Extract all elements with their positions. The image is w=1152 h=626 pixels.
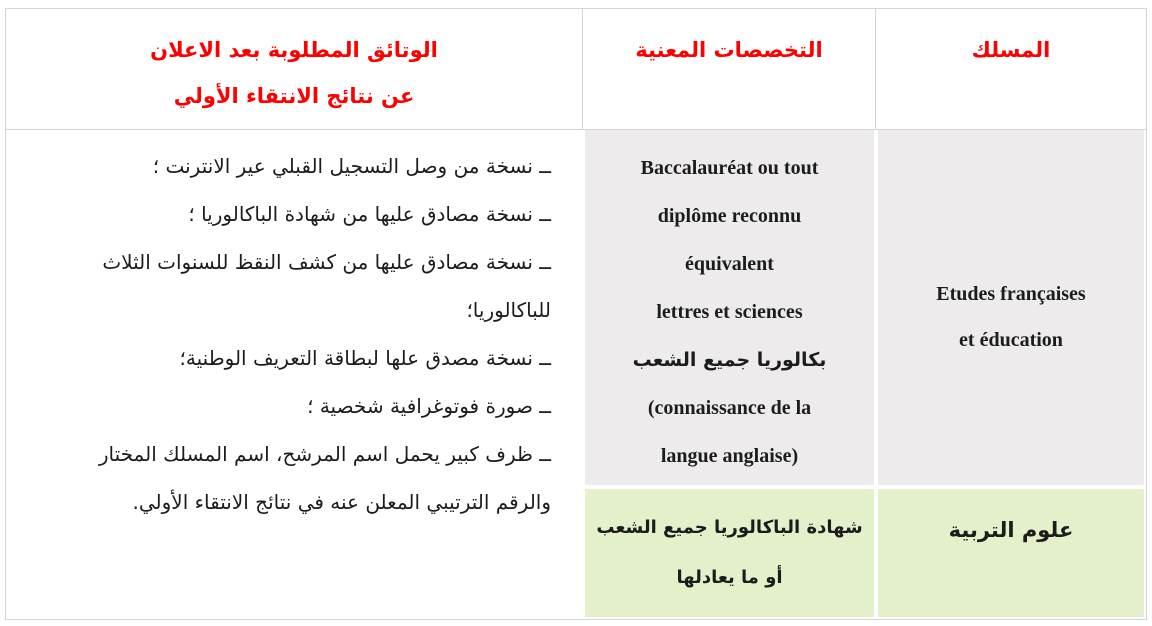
document-item-continuation: والرقم الترتيبي المعلن عنه في نتائج الانتقاء الأولي. — [132, 490, 551, 514]
track-name-line: Etudes françaises — [936, 282, 1086, 305]
document-item-continuation: للباكالوريا؛ — [466, 298, 551, 322]
document-item: ــ نسخة مصادق عليها من شهادة الباكالوريا ؛ — [188, 202, 551, 226]
spec-line: diplôme reconnu — [657, 205, 802, 227]
spec-line: Baccalauréat ou tout — [640, 157, 819, 179]
track-name-line: علوم التربية — [948, 518, 1074, 542]
header-documents-line1: الوتائق المطلوبة بعد الاعلان — [150, 38, 438, 62]
header-documents-column — [6, 9, 583, 130]
specializations-cell-row1 — [583, 130, 876, 489]
track-cell-row2 — [876, 489, 1146, 619]
specializations-row2-content — [585, 489, 874, 617]
document-item: ــ نسخة مصدق علها لبطاقة التعريف الوطنية؛ — [179, 346, 551, 370]
header-track-column — [876, 9, 1146, 130]
specializations-cell-row2 — [583, 489, 876, 619]
spec-line-arabic: أو ما يعادلها — [676, 567, 783, 588]
admission-requirements-table — [5, 8, 1147, 620]
header-track-label: المسلك — [971, 38, 1051, 62]
track-row2-content — [878, 489, 1144, 617]
spec-line-arabic: بكالوريا جميع الشعب — [632, 349, 827, 371]
spec-line: (connaissance de la — [647, 397, 812, 419]
document-item: ــ ظرف كبير يحمل اسم المرشح، اسم المسلك المختار — [98, 442, 551, 466]
header-specializations-label: التخصصات المعنية — [635, 38, 823, 62]
document-item: ــ نسخة من وصل التسجيل القبلي عير الانترنت ؛ — [152, 154, 551, 178]
specializations-row1-content — [585, 130, 874, 485]
document-item: ــ صورة فوتوغرافية شخصية ؛ — [307, 394, 551, 418]
spec-line-arabic: شهادة الباكالوريا جميع الشعب — [596, 517, 863, 538]
spec-line: langue anglaise) — [660, 445, 799, 467]
document-item: ــ نسخة مصادق عليها من كشف النقظ للسنوات الثلاث — [102, 250, 551, 274]
track-cell-row1 — [876, 130, 1146, 489]
spec-line: lettres et sciences — [656, 301, 803, 323]
header-documents-line2: عن نتائج الانتقاء الأولي — [173, 84, 415, 108]
header-specializations-column — [583, 9, 876, 130]
required-documents-cell — [6, 130, 583, 619]
spec-line: équivalent — [685, 253, 774, 275]
track-name-line: et éducation — [959, 328, 1063, 351]
track-row1-content — [878, 130, 1144, 485]
